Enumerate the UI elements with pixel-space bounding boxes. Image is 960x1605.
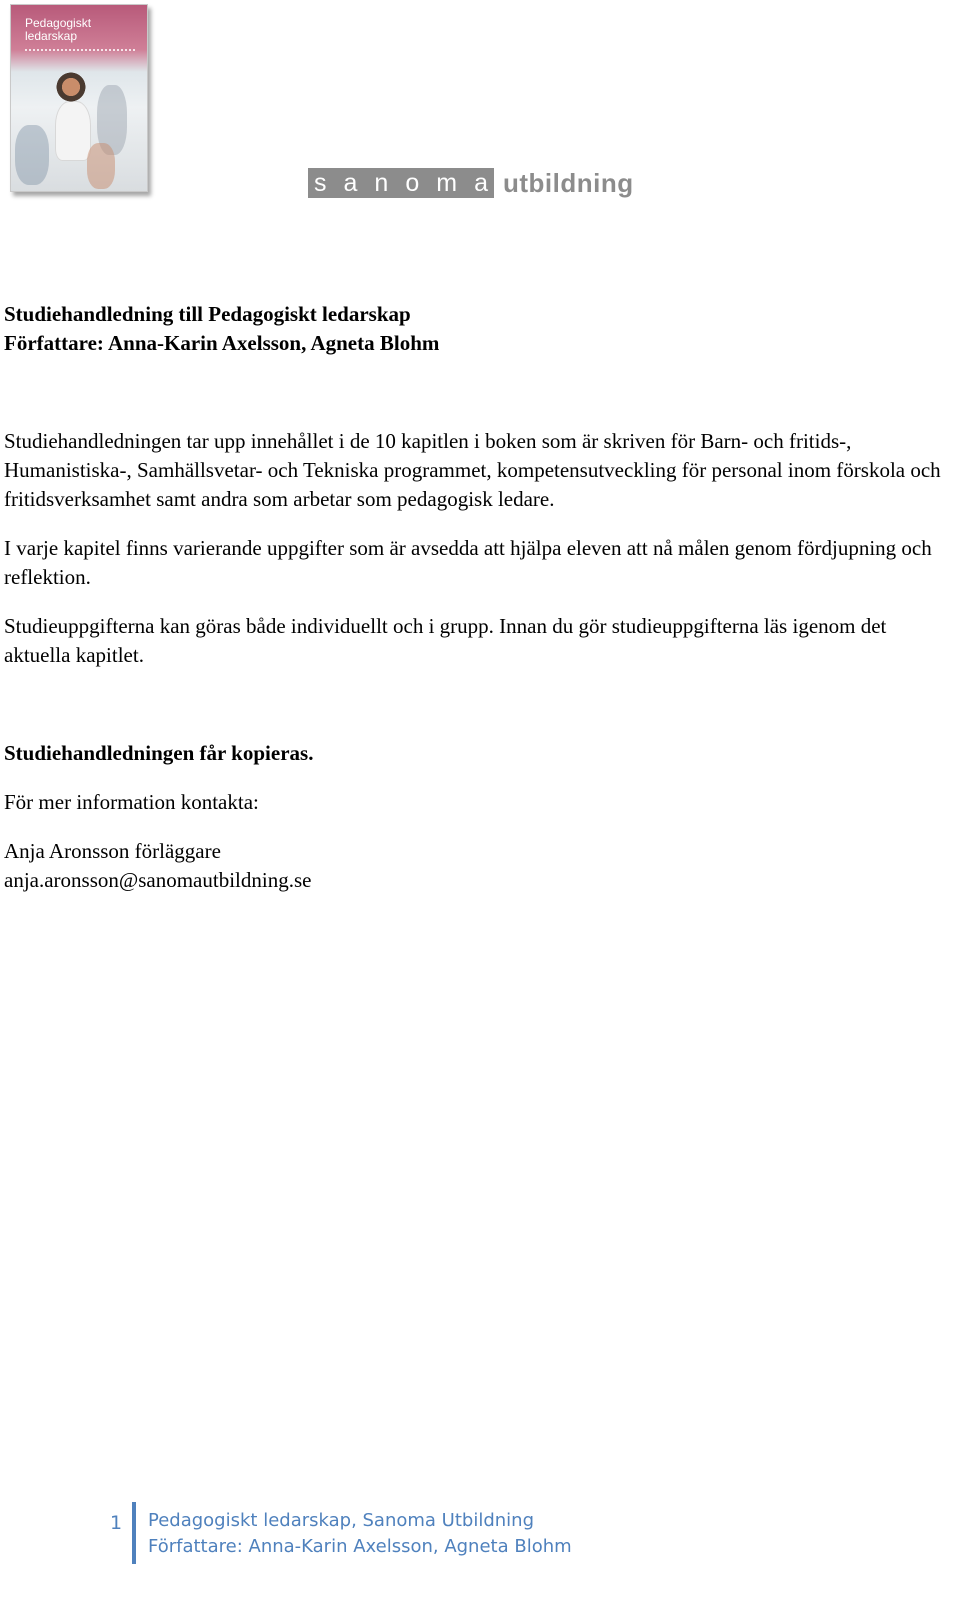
- cover-person-head: [51, 65, 91, 105]
- cover-figure: [15, 125, 49, 185]
- logo-utbildning-text: utbildning: [503, 167, 634, 198]
- paragraph-study-tasks: Studieuppgifterna kan göras både individuellt och i grupp. Innan du gör studieuppgifterna läs igenom det aktuella kapitlet.: [4, 614, 887, 667]
- contact-block: [4, 837, 944, 895]
- copy-permission-note: Studiehandledningen får kopieras.: [4, 741, 314, 765]
- page-number: 1: [110, 1512, 123, 1534]
- cover-figure: [87, 143, 115, 189]
- logo-sanoma-box: sanoma: [308, 168, 494, 198]
- intro-paragraph: Studiehandledningen tar upp innehållet i de 10 kapitlen i boken som är skriven för Barn- och fritids-, Humanistiska-, Samhällsvetar- och Tekniska programmet, kompetensutveckling för personal inom förskola och fritidsverksamhet samt andra som arbetar som pedagogisk ledare.: [4, 429, 941, 511]
- footer-divider: [132, 1502, 136, 1564]
- footer-text: [148, 1502, 572, 1562]
- cover-authors-line: [25, 49, 135, 55]
- document-title: Studiehandledning till Pedagogiskt ledarskap: [4, 302, 411, 326]
- paragraph-assignments: I varje kapitel finns varierande uppgifter som är avsedda att hjälpa eleven att nå målen genom fördjupning och reflektion.: [4, 536, 932, 589]
- document-body: [4, 300, 944, 895]
- sanoma-utbildning-logo: [308, 168, 634, 198]
- cover-title: Pedagogiskt ledarskap: [25, 16, 92, 43]
- contact-name: Anja Aronsson förläggare: [4, 839, 221, 863]
- cover-person-body: [55, 101, 91, 161]
- contact-label: För mer information kontakta:: [4, 790, 259, 814]
- footer-line-authors: Författare: Anna-Karin Axelsson, Agneta Blohm: [148, 1536, 572, 1557]
- footer-line-title: Pedagogiskt ledarskap, Sanoma Utbildning: [148, 1510, 534, 1531]
- page-footer: [110, 1502, 572, 1562]
- document-authors: Författare: Anna-Karin Axelsson, Agneta Blohm: [4, 331, 440, 355]
- contact-email[interactable]: anja.aronsson@sanomautbildning.se: [4, 868, 312, 892]
- book-cover-image: [10, 4, 148, 192]
